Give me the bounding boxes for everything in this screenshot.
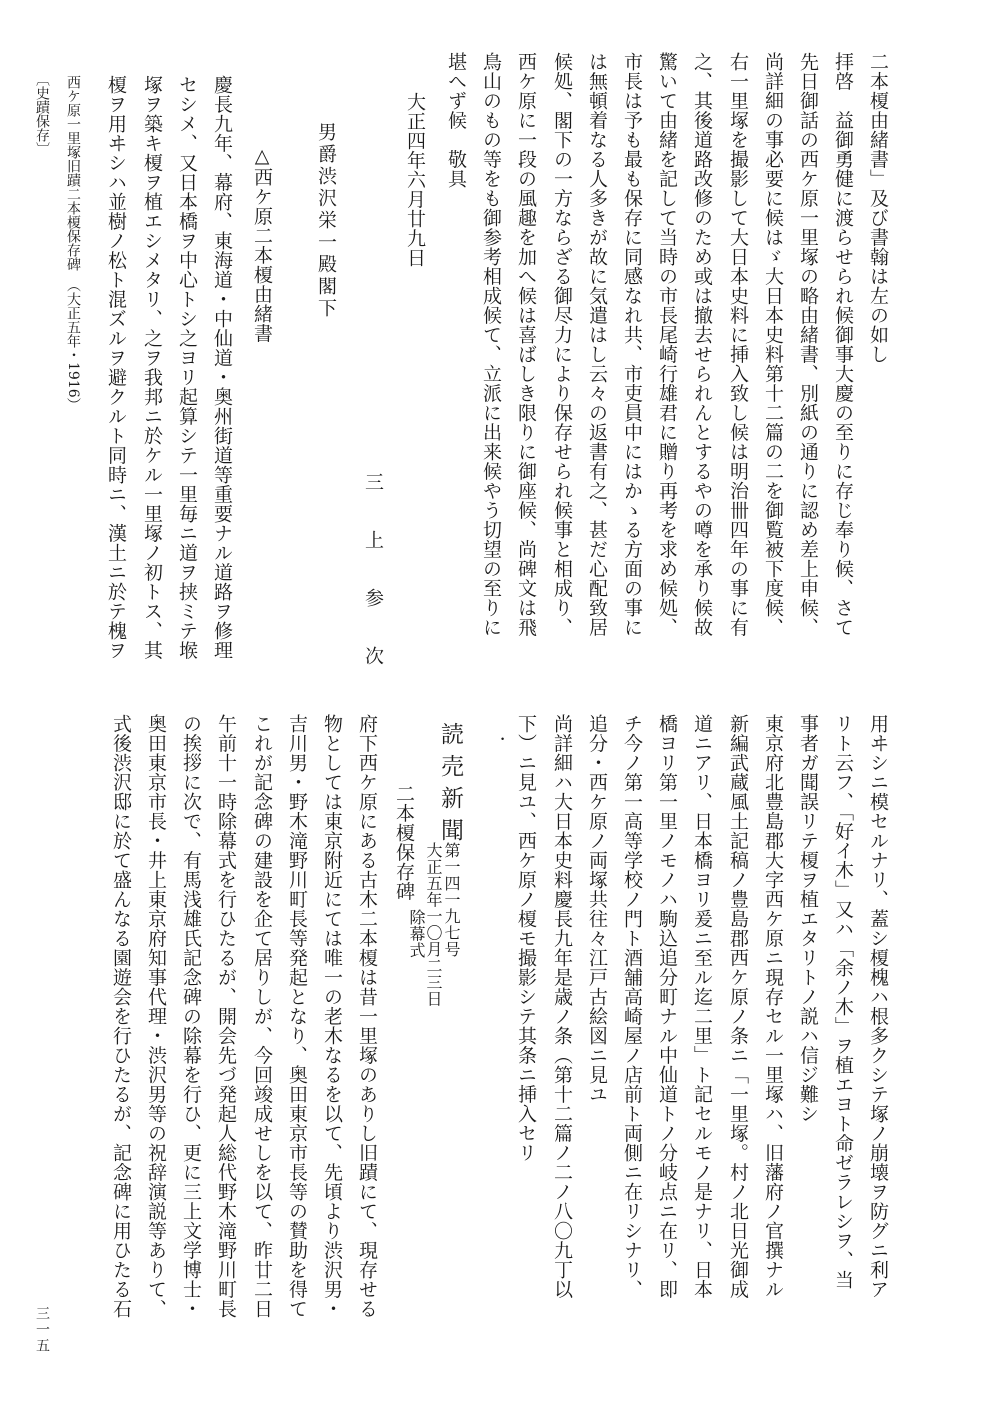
text-column: 尚詳細の事必要に候はゞ大日本史料第十二篇の二を御覧被下度候、 xyxy=(762,52,784,637)
text-column: 堪へず候 敬具 xyxy=(445,52,467,189)
text-column: 慶長九年、幕府、東海道・中仙道・奥州街道等重要ナル道路ヲ修理 xyxy=(211,75,233,660)
text-column: 橋ヨリ第一里ノモノハ駒込追分町ナル中仙道トノ分岐点ニ在リ、即 xyxy=(656,714,678,1299)
text-column: 右一里塚を撮影して大日本史料に挿入致し候は明治卌四年の事に有 xyxy=(727,52,749,637)
text-column: 府下西ケ原にある古木二本榎は昔一里塚のありし旧蹟にて、現存せる xyxy=(356,714,378,1319)
text-column: 午前十一時除幕式を行ひたるが、開会先づ発起人総代野木滝野川町長 xyxy=(215,714,237,1319)
text-column: 驚いて由緒を記して当時の市長尾崎行雄君に贈り再考を求め候処、 xyxy=(656,52,678,637)
text-column: これが記念碑の建設を企て居りしが、今回竣成せしを以て、昨廿二日 xyxy=(251,714,273,1319)
text-column: 東京府北豊島郡大字西ケ原ニ現存セル一里塚ハ、旧藩府ノ官撰ナル xyxy=(762,714,784,1299)
text-column: 塚ヲ築キ榎ヲ植エシメタリ、之ヲ我邦ニ於ケル一里塚ノ初トス、其 xyxy=(141,75,163,660)
text-column: 下）ニ見ユ、西ケ原ノ榎モ撮影シテ其条ニ挿入セリ xyxy=(515,714,537,1163)
newspaper-date: 大正五年一〇月二三日 xyxy=(424,842,443,1007)
text-column: 榎ヲ用ヰシハ並樹ノ松ト混ズルヲ避クルト同時ニ、漢土ニ於テ槐ヲ xyxy=(105,75,127,660)
dot-mark: ． xyxy=(484,736,506,756)
letter-signature: 三 上 参 次 xyxy=(362,472,384,675)
text-column: 奥田東京市長・井上東京府知事代理・渋沢男等の祝辞演説等ありて、 xyxy=(145,714,167,1319)
text-column: 用ヰシニ模セルナリ、蓋シ榎槐ハ根多クシテ塚ノ崩壊ヲ防グニ利ア xyxy=(867,714,889,1299)
text-column: 物としては東京附近にては唯一の老木なるを以て、先頃より渋沢男・ xyxy=(321,714,343,1319)
article-subtitle: 除幕式 xyxy=(407,909,426,959)
text-column: 二本榎由緒書」及び書翰は左の如し xyxy=(867,52,889,364)
section-heading: △西ケ原二本榎由緒書 xyxy=(251,145,273,343)
page-number: 三一五 xyxy=(34,1306,50,1354)
text-column: リト云フ、「好イ木」又ハ「余ノ木」ヲ植エヨト命ゼラレシヲ、当 xyxy=(832,714,854,1290)
text-column: 尚詳細ハ大日本史料慶長九年是歳ノ条（第十二篇ノ二ノ八〇九丁以 xyxy=(551,714,573,1299)
text-column: 新編武蔵風土記稿ノ豊島郡西ケ原ノ条ニ「一里塚。村ノ北日光御成 xyxy=(727,714,749,1299)
text-column: 式後渋沢邸に於て盛んなる園遊会を行ひたるが、記念碑に用ひたる石 xyxy=(110,714,132,1319)
newspaper-name: 読売新聞 xyxy=(437,722,463,850)
section-label: 〔史蹟保存〕 xyxy=(34,72,50,156)
text-column: 之、其後道路改修のため或は撤去せられんとするやの噂を承り候故 xyxy=(691,52,713,637)
text-column: の挨拶に次で、有馬浅雄氏記念碑の除幕を行ひ、更に三上文学博士・ xyxy=(180,714,202,1319)
text-column: チ今ノ第一高等学校ノ門ト酒舗高崎屋ノ店前ト両側ニ在リシナリ、 xyxy=(621,714,643,1299)
text-column: 西ケ原に一段の風趣を加へ候は喜ばしき限りに御座候、尚碑文は飛 xyxy=(515,52,537,637)
text-column: は無頓着なる人多きが故に気遣はし云々の返書有之、甚だ心配致居 xyxy=(586,52,608,637)
text-column: 先日御話の西ケ原一里塚の略由緒書、別紙の通りに認め差上申候、 xyxy=(797,52,819,637)
letter-date: 大正四年六月廿九日 xyxy=(404,92,426,268)
text-column: 拝啓 益御勇健に渡らせられ候御事大慶の至りに存じ奉り候、さて xyxy=(832,52,854,637)
text-column: セシメ、又日本橋ヲ中心トシ之ヨリ起算シテ一里毎ニ道ヲ挟ミテ堠 xyxy=(176,75,198,660)
text-column: 道ニアリ、日本橋ヨリ爰ニ至ル迄二里」ト記セルモノ是ナリ、日本 xyxy=(691,714,713,1299)
text-column: 候処、閣下の一方ならざる御尽力により保存せられ候事と相成り、 xyxy=(551,52,573,637)
text-column: 追分・西ケ原ノ両塚共往々江戸古絵図ニ見ユ xyxy=(586,714,608,1104)
text-column: 吉川男・野木滝野川町長等発起となり、奥田東京市長等の賛助を得て xyxy=(286,714,308,1319)
article-title: 二本榎保存碑 xyxy=(393,784,415,901)
newspaper-issue: 第一四一九七号 xyxy=(442,842,461,958)
text-column: 鳥山のもの等をも御参考相成候て、立派に出来候やう切望の至りに xyxy=(480,52,502,637)
text-column: 事者ガ聞誤リテ榎ヲ植エタリトノ説ハ信ジ難シ xyxy=(797,714,819,1124)
letter-addressee: 男爵渋沢栄一殿閣下 xyxy=(315,122,337,320)
text-column: 市長は予も最も保存に同感なれ共、市吏員中にはかゝる方面の事に xyxy=(621,52,643,637)
running-header: 西ケ原一里塚旧蹟二本榎保存碑 （大正五年・1916） xyxy=(65,75,81,412)
